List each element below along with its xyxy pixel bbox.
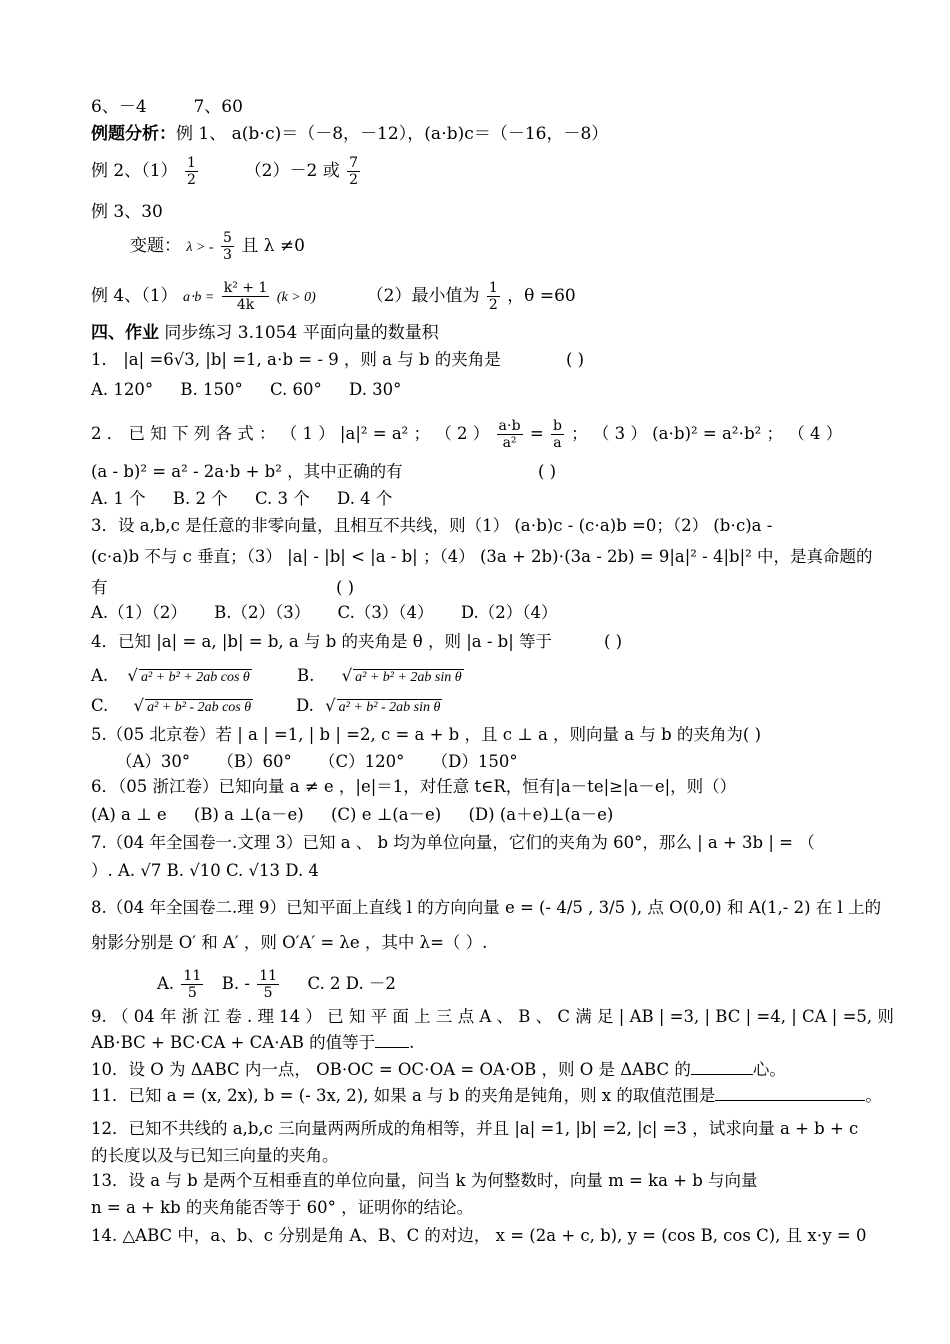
q6-option-c: (C) e ⊥(a－e) — [330, 805, 442, 824]
question-12-line-2: 的长度以及与已知三向量的夹角。 — [91, 1146, 339, 1165]
fraction-one-half: $\frac{1}{2}$ — [186, 155, 196, 188]
example-3-line: 例 3、30 — [91, 202, 163, 222]
homework-subheading: 同步练习 3.1054 平面向量的数量积 — [164, 323, 439, 343]
variant-condition: 且 λ ≠0 — [241, 236, 305, 256]
variant-label: 变题： — [130, 236, 181, 256]
q2-option-a: A. 1 个 — [91, 489, 146, 508]
q6-option-d: (D) (a＋e)⊥(a－e) — [468, 805, 614, 824]
question-1-paren: ( ) — [566, 350, 585, 369]
q4-d-expr: a² + b² - 2ab sin θ — [338, 700, 441, 715]
question-2-options — [91, 489, 414, 509]
question-13-line-1: 13．设 a 与 b 是两个互相垂直的单位向量，问当 k 为何整数时，向量 m = ka + b 与向量 — [91, 1171, 758, 1190]
question-4-paren: ( ) — [604, 632, 623, 651]
question-1 — [91, 350, 501, 370]
question-3-line-3: 有 — [91, 578, 108, 597]
q11-answer-blank[interactable] — [715, 1100, 865, 1101]
question-1-options — [91, 380, 423, 400]
q6-option-a: (A) a ⊥ e — [91, 805, 167, 824]
q4-b-expr: a² + b² + 2ab sin θ — [355, 670, 462, 685]
variant-line — [130, 230, 305, 263]
example-2-part-2: （2）－2 或 — [244, 161, 340, 181]
question-5: 5.（05 北京卷）若 | a | =1, | b | =2, c = a + b ，且 c ⊥ a ，则向量 a 与 b 的夹角为( ) — [91, 725, 762, 744]
q6-option-b: (B) a ⊥(a－e) — [193, 805, 304, 824]
answer-line-6-7 — [91, 97, 243, 117]
question-14: 14. △ABC 中，a、b、c 分别是角 A、B、C 的对边， x = (2a + c, b), y = (cos B, cos C), 且 x⋅y = 0 — [91, 1226, 867, 1245]
fraction-seven-half: $\frac{7}{2}$ — [349, 155, 359, 188]
q8-option-a-frac: $\frac{11}{5}$ — [183, 968, 202, 1001]
question-7-line-2: ）. A. √7 B. √10 C. √13 D. 4 — [91, 861, 319, 880]
example-4-expr: a⋅b = — [182, 290, 215, 305]
question-9-text: AB⋅BC + BC⋅CA + CA⋅AB 的值等于 — [91, 1033, 376, 1052]
q10-answer-blank[interactable] — [691, 1074, 753, 1075]
question-13-line-2: n = a + kb 的夹角能否等于 60° ，证明你的结论。 — [91, 1198, 474, 1217]
example-4-part-2: （2）最小值为 — [366, 286, 480, 306]
question-3-paren: ( ) — [336, 578, 355, 597]
question-4-option-d: D. √ a² + b² - 2ab sin θ — [296, 696, 441, 715]
fraction-k: $\frac{\text{k² + 1}}{4k}$ — [223, 280, 268, 313]
q5-option-d: （D）150° — [431, 752, 518, 771]
q8-option-a-label: A. — [157, 974, 175, 993]
example-4-cond: (k > 0) — [276, 290, 316, 305]
question-2-part-a: 2 ． 已 知 下 列 各 式 ： （ 1 ） |a|² = a² ； （ 2 ） — [91, 424, 490, 443]
q8-option-b-frac: $\frac{11}{5}$ — [259, 968, 278, 1001]
answer-7: 7、60 — [193, 97, 243, 117]
question-6: 6．（05 浙江卷）已知向量 a ≠ e ，|e|＝1，对任意 t∈R，恒有|a－te|≥|a－e|，则（） — [91, 777, 737, 796]
q3-option-a: A.（1）（2） — [91, 603, 187, 622]
question-8-line-1: 8.（04 年全国卷二.理 9）已知平面上直线 l 的方向向量 e = (- 4/5 , 3/5 ), 点 O(0,0) 和 A(1,- 2) 在 l 上的 — [91, 898, 882, 917]
q9-answer-blank[interactable] — [375, 1047, 409, 1048]
question-2-line-1 — [91, 418, 842, 451]
question-8-options — [157, 968, 396, 1001]
example-1-text: 例 1、 a(b⋅c)＝（－8，－12），(a⋅b)c＝（－16，－8） — [176, 124, 609, 144]
q2-equals: = — [529, 424, 544, 443]
question-8-line-2: 射影分别是 O′ 和 A′ ，则 O′A′ = λe ，其中 λ=（ ）. — [91, 933, 488, 952]
q3-option-d: D.（2）（4） — [460, 603, 558, 622]
homework-heading-line — [91, 323, 439, 343]
answer-6: 6、－4 — [91, 97, 147, 117]
q3-option-b: B.（2）（3） — [214, 603, 311, 622]
q2-option-b: B. 2 个 — [172, 489, 228, 508]
q5-option-c: （C）120° — [319, 752, 405, 771]
q10-end: 心。 — [752, 1060, 786, 1079]
q2-option-d: D. 4 个 — [337, 489, 393, 508]
example-4-theta: ，θ =60 — [507, 286, 576, 306]
q1-option-d: D. 30° — [349, 380, 402, 399]
q4-a-label: A. — [91, 666, 109, 685]
q1-option-a: A. 120° — [91, 380, 154, 399]
fraction-q2-b: $\frac{b}{a}$ — [552, 418, 562, 451]
question-9-line-1: 9. （ 04 年 浙 江 卷 . 理 14 ） 已 知 平 面 上 三 点 A 、 B 、 C 满 足 | AB | =3, | BC | =4, | CA | =5, 则 — [91, 1007, 894, 1026]
question-5-options — [116, 752, 540, 772]
q4-b-label: B. — [297, 666, 315, 685]
q8-option-cd: C. 2 D. －2 — [307, 974, 396, 993]
q5-option-b: （B）60° — [217, 752, 292, 771]
fraction-q2: $\frac{a\cdot b}{\text{a²}}$ — [498, 418, 521, 451]
question-9-line-2 — [91, 1033, 414, 1053]
question-2-line-2: (a - b)² = a² - 2a⋅b + b² ，其中正确的有 — [91, 462, 403, 481]
question-7-line-1: 7.（04 年全国卷一.文理 3）已知 a 、 b 均为单位向量，它们的夹角为 60°，那么 | a + 3b | = （ — [91, 833, 815, 852]
question-10 — [91, 1060, 786, 1080]
q4-c-label: C. — [91, 696, 109, 715]
q1-option-c: C. 60° — [270, 380, 322, 399]
question-4: 4．已知 |a| = a, |b| = b, a 与 b 的夹角是 θ ，则 |a - b| 等于 — [91, 632, 553, 651]
question-6-options — [91, 805, 635, 825]
q2-option-c: C. 3 个 — [255, 489, 310, 508]
question-3-line-1: 3．设 a,b,c 是任意的非零向量，且相互不共线，则（1） (a⋅b)c - (c⋅a)b =0；（2） (b⋅c)a - — [91, 516, 773, 535]
question-12-line-1: 12．已知不共线的 a,b,c 三向量两两所成的角相等，并且 |a| =1, |b| =2, |c| =3 ，试求向量 a + b + c — [91, 1119, 859, 1138]
question-11 — [91, 1086, 882, 1106]
q9-end: . — [409, 1033, 415, 1052]
variant-lambda: λ > - — [186, 240, 214, 255]
example-4-label: 例 4、（1） — [91, 286, 178, 306]
question-2-paren: ( ) — [538, 462, 557, 481]
q4-a-expr: a² + b² + 2ab cos θ — [140, 670, 250, 685]
example-2-label: 例 2、（1） — [91, 161, 178, 181]
question-4-option-a: A. √ a² + b² + 2ab cos θ — [91, 666, 250, 685]
question-3-options — [91, 603, 579, 623]
q8-option-b-label: B. - — [221, 974, 250, 993]
q4-d-label: D. — [296, 696, 314, 715]
question-11-text: 11．已知 a = (x, 2x), b = (- 3x, 2), 如果 a 与 b 的夹角是钝角，则 x 的取值范围是 — [91, 1086, 716, 1105]
question-2-part-b: ； （ 3 ） (a⋅b)² = a²⋅b² ； （ 4 ） — [571, 424, 843, 443]
question-4-option-b: B. √ a² + b² + 2ab sin θ — [297, 666, 462, 685]
example-2-line — [91, 155, 362, 188]
question-3-line-2: (c⋅a)b 不与 c 垂直；（3） |a| - |b| < |a - b| ；（4） (3a + 2b)⋅(3a - 2b) = 9|a|² - 4|b|² 中，是真命题的 — [91, 547, 873, 566]
q11-end: 。 — [865, 1086, 882, 1105]
fraction-five-thirds: $\frac{5}{3}$ — [223, 230, 232, 263]
example-1-line — [91, 124, 608, 144]
homework-heading: 四、作业 — [91, 323, 159, 343]
q5-option-a: （A）30° — [116, 752, 191, 771]
example-heading: 例题分析： — [91, 124, 176, 144]
question-10-text: 10．设 O 为 ΔABC 内一点， OB⋅OC = OC⋅OA = OA⋅OB ，则 O 是 ΔABC 的 — [91, 1060, 691, 1079]
example-4-line — [91, 280, 576, 313]
q4-c-expr: a² + b² - 2ab cos θ — [147, 700, 252, 715]
fraction-min: $\frac{1}{2}$ — [488, 280, 498, 313]
q3-option-c: C.（3）（4） — [337, 603, 434, 622]
question-4-option-c: C. √ a² + b² - 2ab cos θ — [91, 696, 252, 715]
q1-option-b: B. 150° — [180, 380, 243, 399]
question-1-text: 1． |a| =6√3, |b| =1, a⋅b = - 9 ，则 a 与 b 的夹角是 — [91, 350, 501, 369]
